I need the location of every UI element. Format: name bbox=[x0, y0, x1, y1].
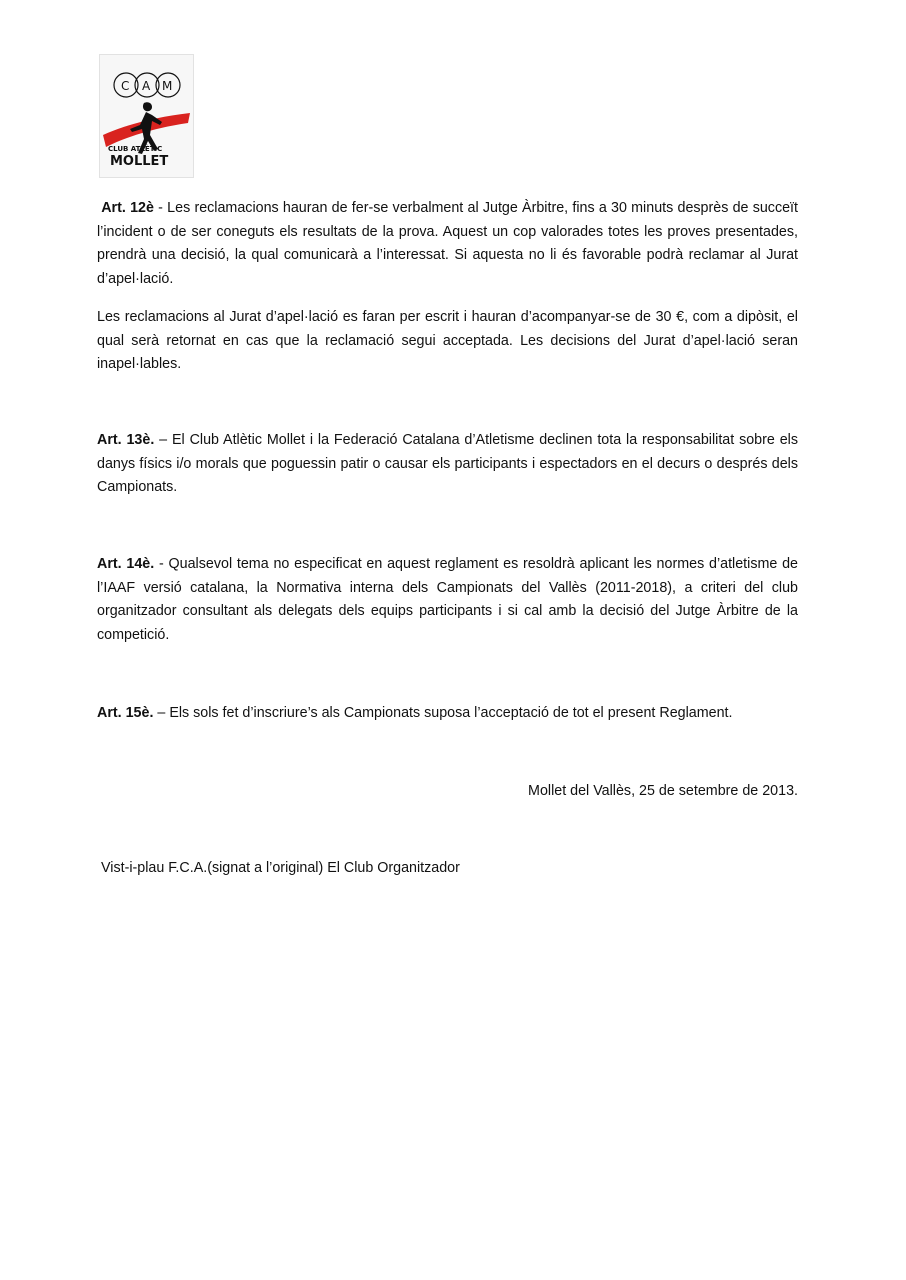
logo-ring-letter-a: A bbox=[142, 79, 151, 93]
article-12-label: Art. 12è bbox=[101, 200, 154, 216]
article-12-text: - Les reclamacions hauran de fer-se verbalment al Jutge Àrbitre, fins a 30 minuts desprès de succeït l’incident o de ser coneguts els resultats de la prova. Aquest un cop valorades totes les proves presentades, prendrà una decisió, la qual comunicarà a l’interessat. Si aquesta no li és favorable podrà reclamar al Jurat d’apel·lació. bbox=[97, 200, 799, 287]
logo-name-bottom: MOLLET bbox=[110, 154, 169, 169]
article-12 bbox=[97, 197, 798, 291]
article-15-text: – Els sols fet d’inscriure’s als Campionats suposa l’acceptació de tot el present Reglament. bbox=[153, 705, 733, 721]
signature-line: Vist-i-plau F.C.A.(signat a l’original) El Club Organitzador bbox=[101, 860, 460, 876]
article-14-text: - Qualsevol tema no especificat en aquest reglament es resoldrà aplicant les normes d’atletisme de l’IAAF versió catalana, la Normativa interna dels Campionats del Vallès (2011-2018), a criteri del club organitzador consultant als delegats dels equips participants i si cal amb la decisió del Jutge Àrbitre de la competició. bbox=[97, 556, 799, 643]
article-12-appeal-text: Les reclamacions al Jurat d’apel·lació es faran per escrit i hauran d’acompanyar-se de 30 €, com a dipòsit, el qual serà retornat en cas que la reclamació segui acceptada. Les decisions del Jurat d’apel·lació seran inapel·lables. bbox=[97, 309, 798, 372]
logo-name-top: CLUB ATLÈTIC bbox=[108, 145, 163, 153]
club-logo-graphic bbox=[100, 55, 193, 177]
article-15 bbox=[97, 702, 798, 726]
article-13-text: – El Club Atlètic Mollet i la Federació Catalana d’Atletisme declinen tota la responsabilitat sobre els danys físics i/o morals que poguessin patir o causar els participants i espectadors en el decurs o després dels Campionats. bbox=[97, 432, 798, 495]
article-12-appeal-paragraph bbox=[97, 306, 798, 377]
club-logo bbox=[99, 54, 194, 178]
article-15-label: Art. 15è. bbox=[97, 705, 154, 721]
logo-ring-letter-c: C bbox=[121, 79, 130, 93]
article-13-label: Art. 13è. bbox=[97, 432, 155, 448]
article-13 bbox=[97, 429, 798, 500]
date-line: Mollet del Vallès, 25 de setembre de 2013. bbox=[528, 783, 798, 799]
logo-ring-letter-m: M bbox=[162, 79, 173, 93]
logo-runner-head bbox=[143, 102, 152, 111]
article-14 bbox=[97, 553, 798, 647]
article-14-label: Art. 14è. bbox=[97, 556, 155, 572]
